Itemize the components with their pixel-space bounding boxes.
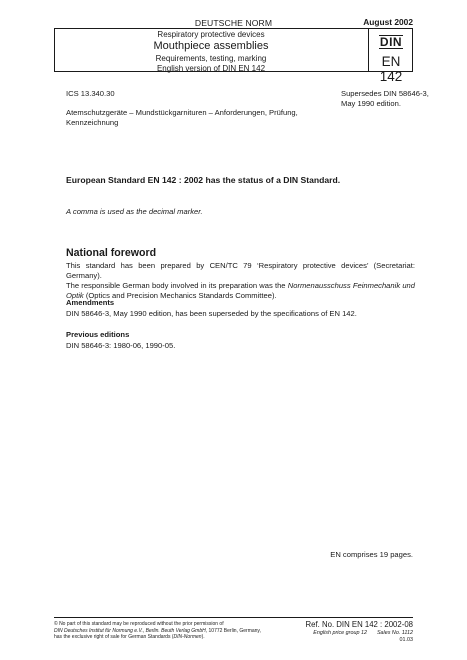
copyright-din-normen: DIN-Normen — [173, 634, 202, 640]
copyright-l3-start: has the exclusive right of sale for German Standards ( — [54, 634, 174, 640]
german-title: Atemschutzgeräte – Mundstückgarnituren – Anforderungen, Prüfung, Kennzeichnung — [66, 108, 298, 127]
previous-editions-text: DIN 58646-3: 1980-06, 1990-05. — [66, 341, 176, 350]
national-foreword-body — [66, 261, 415, 301]
title-subject: Respiratory protective devices — [157, 30, 265, 39]
foreword-paragraph-1: This standard has been prepared by CEN/TC 79 ‘Respiratory protective devices’ (Secretariat: Germany). — [66, 261, 415, 281]
copyright-l3-end: ). — [201, 634, 205, 640]
organization-header: DEUTSCHE NORM — [194, 18, 273, 28]
issue-date: August 2002 — [363, 17, 413, 27]
copyright-address: 10772 Berlin, Germany, — [207, 627, 261, 634]
reference-block — [306, 620, 413, 643]
title-block — [54, 30, 368, 73]
title-scope: Requirements, testing, marking — [155, 54, 267, 64]
footer-rule — [54, 617, 413, 618]
foreword-p2-end: (Optics and Precision Mechanics Standards Committee). — [83, 291, 277, 301]
title-version: English version of DIN EN 142 — [156, 63, 266, 73]
amendments-text: DIN 58646-3, May 1990 edition, has been superseded by the specifications of EN 142. — [66, 309, 357, 318]
previous-editions-heading: Previous editions — [66, 330, 130, 339]
foreword-committee-name: Normenausschuss Feinmechanik und Optik — [66, 281, 415, 301]
price-group: English price group 12 — [313, 630, 367, 636]
copyright-line-1: © No part of this standard may be reproduced without the prior permission of — [54, 621, 224, 627]
din-logo: DIN — [379, 35, 403, 49]
document-title: Mouthpiece assemblies — [153, 40, 269, 53]
page-count: EN comprises 19 pages. — [330, 550, 413, 559]
print-date: 01.03 — [399, 637, 413, 643]
foreword-paragraph-2 — [66, 281, 415, 301]
ics-code: ICS 13.340.30 — [66, 89, 115, 98]
copyright-notice — [54, 621, 294, 641]
sales-number: Sales No. 1112 — [376, 630, 413, 636]
amendments-heading: Amendments — [66, 298, 115, 307]
foreword-p2-start: The responsible German body involved in its preparation was the — [66, 281, 288, 291]
status-statement: European Standard EN 142 : 2002 has the status of a DIN Standard. — [66, 175, 341, 185]
copyright-line-3 — [54, 634, 294, 641]
national-foreword-heading: National foreword — [66, 247, 157, 259]
price-sales-line — [306, 630, 413, 636]
din-logo-block — [369, 33, 413, 84]
standard-number: EN 142 — [379, 54, 403, 84]
reference-number: Ref. No. DIN EN 142 : 2002-08 — [305, 620, 413, 629]
decimal-marker-note: A comma is used as the decimal marker. — [66, 207, 203, 216]
supersedes-edition: May 1990 edition. — [341, 98, 401, 108]
supersedes-line: Supersedes DIN 58646-3, — [341, 89, 429, 98]
copyright-publisher: DIN Deutsches Institut für Normung e.V., Berlin. Beuth Verlag GmbH, — [54, 627, 208, 634]
supersedes-note — [341, 89, 429, 109]
